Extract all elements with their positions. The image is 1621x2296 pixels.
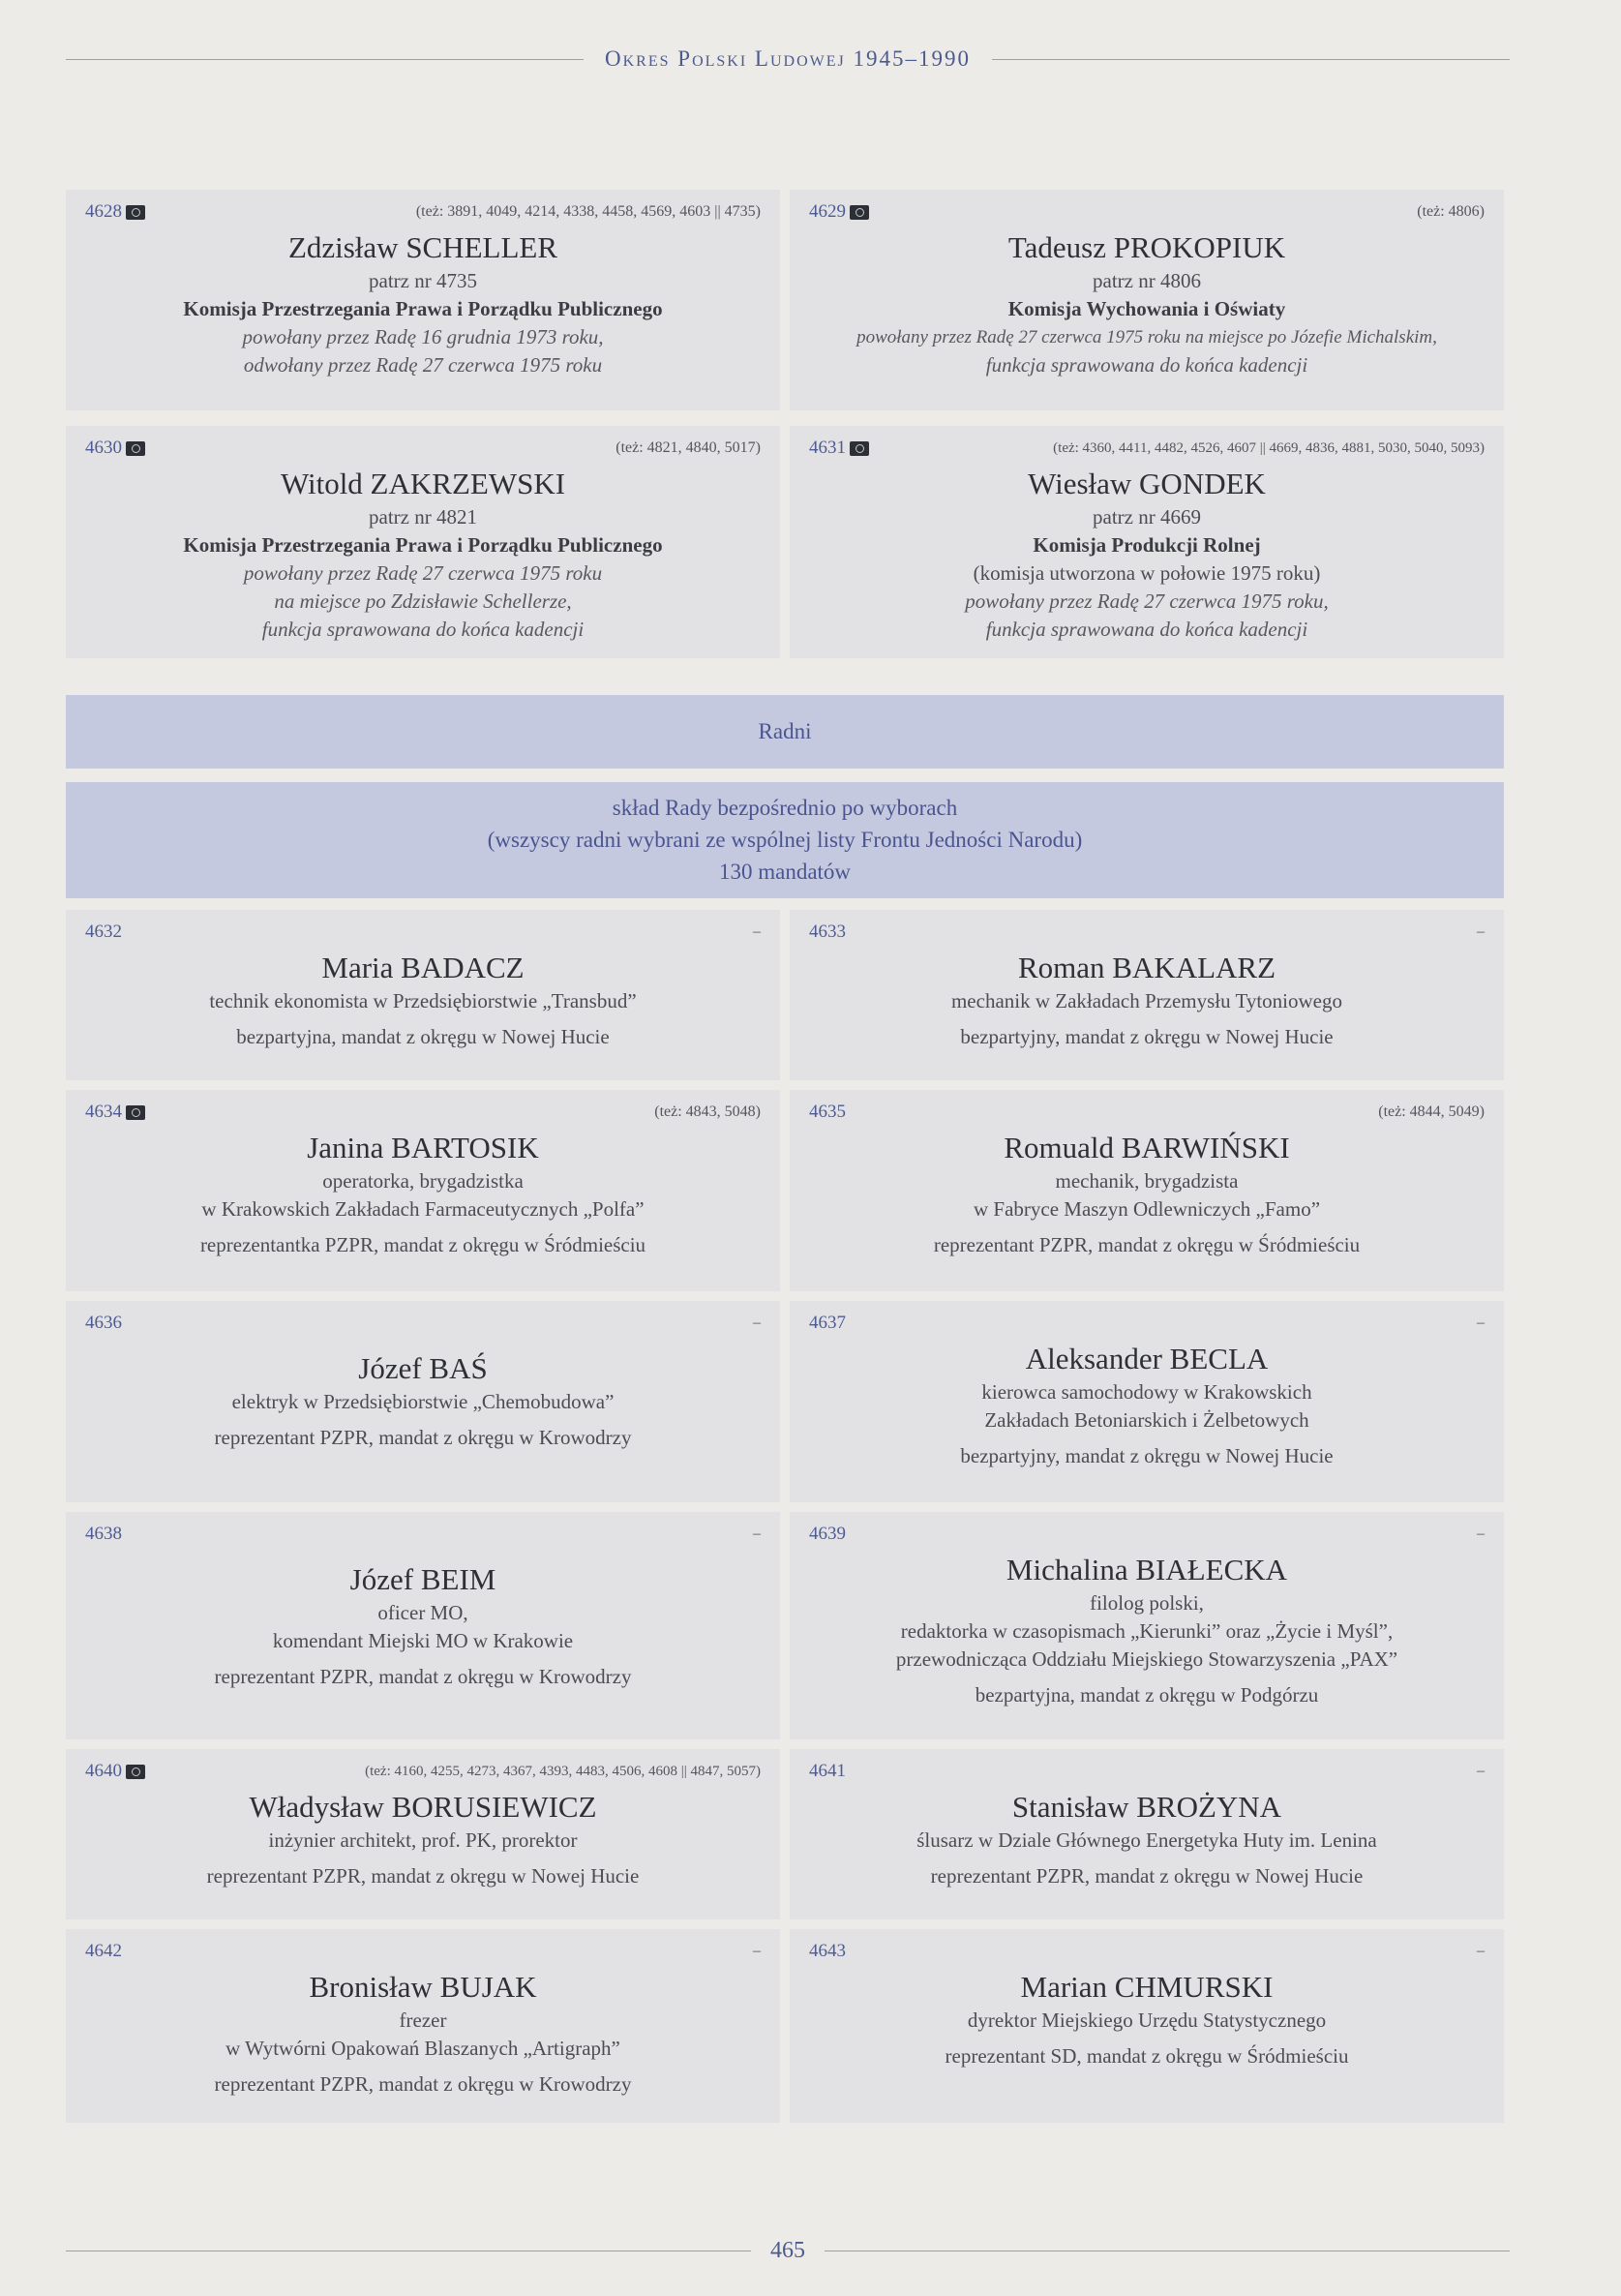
person-name: Józef BAŚ <box>358 1351 488 1385</box>
entry-card <box>66 190 780 410</box>
entry-number: 4631 <box>809 438 846 458</box>
entry-number-wrap <box>809 201 869 223</box>
running-header-title: Okres Polski Ludowej 1945–1990 <box>605 46 971 71</box>
entry-number: 4636 <box>85 1313 122 1333</box>
occupation: oficer MO, <box>377 1601 468 1624</box>
entry-card <box>790 426 1504 658</box>
person-name: Witold ZAKRZEWSKI <box>280 467 566 500</box>
affiliation: bezpartyjny, mandat z okręgu w Nowej Hucie <box>960 1444 1334 1467</box>
entry-number-wrap <box>85 1761 145 1782</box>
entry-crossref: (też: 4843, 5048) <box>654 1103 761 1120</box>
entry-card <box>66 910 780 1080</box>
person-name: Marian CHMURSKI <box>1020 1970 1274 2004</box>
entry-crossref: – <box>1477 923 1485 940</box>
camera-icon <box>126 1105 145 1120</box>
person-name: Bronisław BUJAK <box>309 1970 537 2004</box>
person-name: Romuald BARWIŃSKI <box>1004 1131 1290 1164</box>
affiliation: bezpartyjna, mandat z okręgu w Nowej Hucie <box>236 1025 610 1048</box>
occupation: w Fabryce Maszyn Odlewniczych „Famo” <box>973 1197 1321 1221</box>
person-name: Janina BARTOSIK <box>307 1131 539 1164</box>
entry-crossref: (też: 4360, 4411, 4482, 4526, 4607 || 4669, 4836, 4881, 5030, 5040, 5093) <box>1053 439 1485 456</box>
camera-icon <box>850 441 869 456</box>
section-subtitle: 130 mandatów <box>718 860 852 884</box>
entry-number-wrap <box>85 438 145 459</box>
entry-number: 4641 <box>809 1761 846 1781</box>
entry-card <box>790 1301 1504 1502</box>
affiliation: reprezentant PZPR, mandat z okręgu w Śródmieściu <box>933 1233 1361 1256</box>
section-bar-radni <box>66 695 1504 769</box>
entry-crossref: – <box>1477 1314 1485 1331</box>
entry-card <box>790 1929 1504 2123</box>
entry-number: 4633 <box>809 921 846 942</box>
entry-crossref: – <box>1477 1943 1485 1959</box>
councillor-grid <box>66 910 1504 2123</box>
appointment-note: na miejsce po Zdzisławie Schellerze, <box>274 589 572 613</box>
appointment-note: powołany przez Radę 16 grudnia 1973 roku, <box>242 325 604 348</box>
entry-card <box>66 426 780 658</box>
see-reference: patrz nr 4806 <box>1093 269 1201 292</box>
occupation: inżynier architekt, prof. PK, prorektor <box>268 1828 578 1852</box>
occupation: ślusarz w Dziale Głównego Energetyka Huty im. Lenina <box>916 1828 1377 1852</box>
entry-card <box>66 1749 780 1919</box>
appointment-note: funkcja sprawowana do końca kadencji <box>985 618 1308 641</box>
entry-crossref: – <box>753 1943 761 1959</box>
occupation: komendant Miejski MO w Krakowie <box>272 1629 574 1652</box>
entry-number: 4634 <box>85 1102 122 1122</box>
committee-name: Komisja Wychowania i Oświaty <box>1007 297 1286 320</box>
occupation: frezer <box>399 2009 447 2032</box>
camera-icon <box>126 1765 145 1779</box>
person-name: Maria BADACZ <box>321 951 525 984</box>
appointment-note: odwołany przez Radę 27 czerwca 1975 roku <box>243 353 603 377</box>
header-rule-right <box>992 59 1510 60</box>
see-reference: patrz nr 4669 <box>1093 505 1201 529</box>
entry-card <box>66 1929 780 2123</box>
entry-number: 4637 <box>809 1313 846 1333</box>
affiliation: reprezentant PZPR, mandat z okręgu w Nowej Hucie <box>206 1864 640 1888</box>
entry-number: 4639 <box>809 1524 846 1544</box>
affiliation: reprezentant PZPR, mandat z okręgu w Krowodrzy <box>214 1665 632 1688</box>
entry-number: 4640 <box>85 1761 122 1781</box>
occupation: technik ekonomista w Przedsiębiorstwie „Transbud” <box>209 989 637 1012</box>
entry-crossref: – <box>1477 1526 1485 1542</box>
section-subtitle: skład Rady bezpośrednio po wyborach <box>612 796 958 820</box>
entry-crossref: (też: 4160, 4255, 4273, 4367, 4393, 4483, 4506, 4608 || 4847, 5057) <box>365 1763 761 1779</box>
entry-number: 4632 <box>85 921 122 942</box>
person-name: Michalina BIAŁECKA <box>1006 1553 1288 1586</box>
section-subtitle: (wszyscy radni wybrani ze wspólnej listy Frontu Jedności Narodu) <box>487 828 1083 852</box>
committee-name: Komisja Przestrzegania Prawa i Porządku Publicznego <box>183 297 663 320</box>
occupation: przewodnicząca Oddziału Miejskiego Stowarzyszenia „PAX” <box>895 1647 1398 1671</box>
entry-card <box>66 1301 780 1502</box>
entry-card <box>66 1512 780 1739</box>
entry-card <box>790 1749 1504 1919</box>
entry-card <box>66 1090 780 1291</box>
entry-crossref: – <box>753 923 761 940</box>
occupation: elektryk w Przedsiębiorstwie „Chemobudowa” <box>231 1390 615 1413</box>
entry-number-wrap <box>85 1102 145 1123</box>
appointment-note: funkcja sprawowana do końca kadencji <box>261 618 585 641</box>
affiliation: reprezentantka PZPR, mandat z okręgu w Śródmieściu <box>199 1233 646 1256</box>
entry-number: 4635 <box>809 1102 846 1122</box>
running-header <box>66 46 1510 72</box>
camera-icon <box>850 205 869 220</box>
entry-crossref: (też: 4821, 4840, 5017) <box>615 439 761 456</box>
occupation: filolog polski, <box>1090 1591 1204 1615</box>
occupation: Zakładach Betoniarskich i Żelbetowych <box>984 1408 1309 1432</box>
entry-crossref: – <box>1477 1763 1485 1779</box>
occupation: kierowca samochodowy w Krakowskich <box>981 1380 1312 1404</box>
person-name: Wiesław GONDEK <box>1028 467 1266 500</box>
occupation: redaktorka w czasopismach „Kierunki” oraz „Życie i Myśl”, <box>900 1619 1394 1643</box>
entry-number: 4629 <box>809 201 846 222</box>
entry-number-wrap <box>809 438 869 459</box>
section-title: Radni <box>758 719 812 743</box>
person-name: Roman BAKALARZ <box>1017 951 1276 984</box>
entry-card <box>790 910 1504 1080</box>
entry-card <box>790 1512 1504 1739</box>
appointment-note: powołany przez Radę 27 czerwca 1975 roku, <box>965 589 1329 613</box>
appointment-note: powołany przez Radę 27 czerwca 1975 roku na miejsce po Józefie Michalskim, <box>856 327 1437 347</box>
entry-crossref: (też: 3891, 4049, 4214, 4338, 4458, 4569, 4603 || 4735) <box>415 203 761 220</box>
section-bar-sklad <box>66 782 1504 898</box>
entry-number: 4630 <box>85 438 122 458</box>
entry-number: 4642 <box>85 1941 122 1961</box>
affiliation: reprezentant PZPR, mandat z okręgu w Krowodrzy <box>214 2072 632 2096</box>
entry-crossref: (też: 4806) <box>1417 203 1485 220</box>
person-name: Stanisław BROŻYNA <box>1011 1790 1282 1824</box>
entry-crossref: (też: 4844, 5049) <box>1378 1103 1485 1120</box>
occupation: mechanik, brygadzista <box>1055 1169 1239 1193</box>
person-name: Aleksander BECLA <box>1025 1342 1269 1375</box>
affiliation: reprezentant SD, mandat z okręgu w Śródmieściu <box>945 2044 1349 2068</box>
entry-card <box>790 1090 1504 1291</box>
occupation: operatorka, brygadzistka <box>322 1169 524 1193</box>
committee-grid <box>66 190 1504 658</box>
see-reference: patrz nr 4821 <box>369 505 477 529</box>
committee-name: Komisja Przestrzegania Prawa i Porządku Publicznego <box>183 533 663 557</box>
entry-crossref: – <box>753 1314 761 1331</box>
person-name: Zdzisław SCHELLER <box>287 230 558 264</box>
person-name: Tadeusz PROKOPIUK <box>1007 230 1286 264</box>
entry-number-wrap <box>85 201 145 223</box>
occupation: w Krakowskich Zakładach Farmaceutycznych „Polfa” <box>201 1197 645 1221</box>
affiliation: bezpartyjny, mandat z okręgu w Nowej Hucie <box>960 1025 1334 1048</box>
see-reference: patrz nr 4735 <box>369 269 477 292</box>
appointment-note: powołany przez Radę 27 czerwca 1975 roku <box>243 561 603 585</box>
header-rule-left <box>66 59 584 60</box>
entry-card <box>790 190 1504 410</box>
page-footer <box>66 2238 1510 2264</box>
affiliation: reprezentant PZPR, mandat z okręgu w Nowej Hucie <box>930 1864 1364 1888</box>
camera-icon <box>126 205 145 220</box>
occupation: dyrektor Miejskiego Urzędu Statystycznego <box>967 2009 1327 2032</box>
person-name: Józef BEIM <box>349 1562 496 1596</box>
person-name: Władysław BORUSIEWICZ <box>249 1790 597 1824</box>
committee-note: (komisja utworzona w połowie 1975 roku) <box>973 561 1321 585</box>
appointment-note: funkcja sprawowana do końca kadencji <box>985 353 1308 377</box>
page-number: 465 <box>770 2238 805 2263</box>
affiliation: reprezentant PZPR, mandat z okręgu w Krowodrzy <box>214 1426 632 1449</box>
occupation: w Wytwórni Opakowań Blaszanych „Artigraph” <box>225 2037 620 2060</box>
occupation: mechanik w Zakładach Przemysłu Tytoniowego <box>950 989 1343 1012</box>
entry-number: 4638 <box>85 1524 122 1544</box>
committee-name: Komisja Produkcji Rolnej <box>1033 533 1261 557</box>
entry-number: 4628 <box>85 201 122 222</box>
entry-number: 4643 <box>809 1941 846 1961</box>
entry-crossref: – <box>753 1526 761 1542</box>
camera-icon <box>126 441 145 456</box>
affiliation: bezpartyjna, mandat z okręgu w Podgórzu <box>975 1683 1319 1707</box>
